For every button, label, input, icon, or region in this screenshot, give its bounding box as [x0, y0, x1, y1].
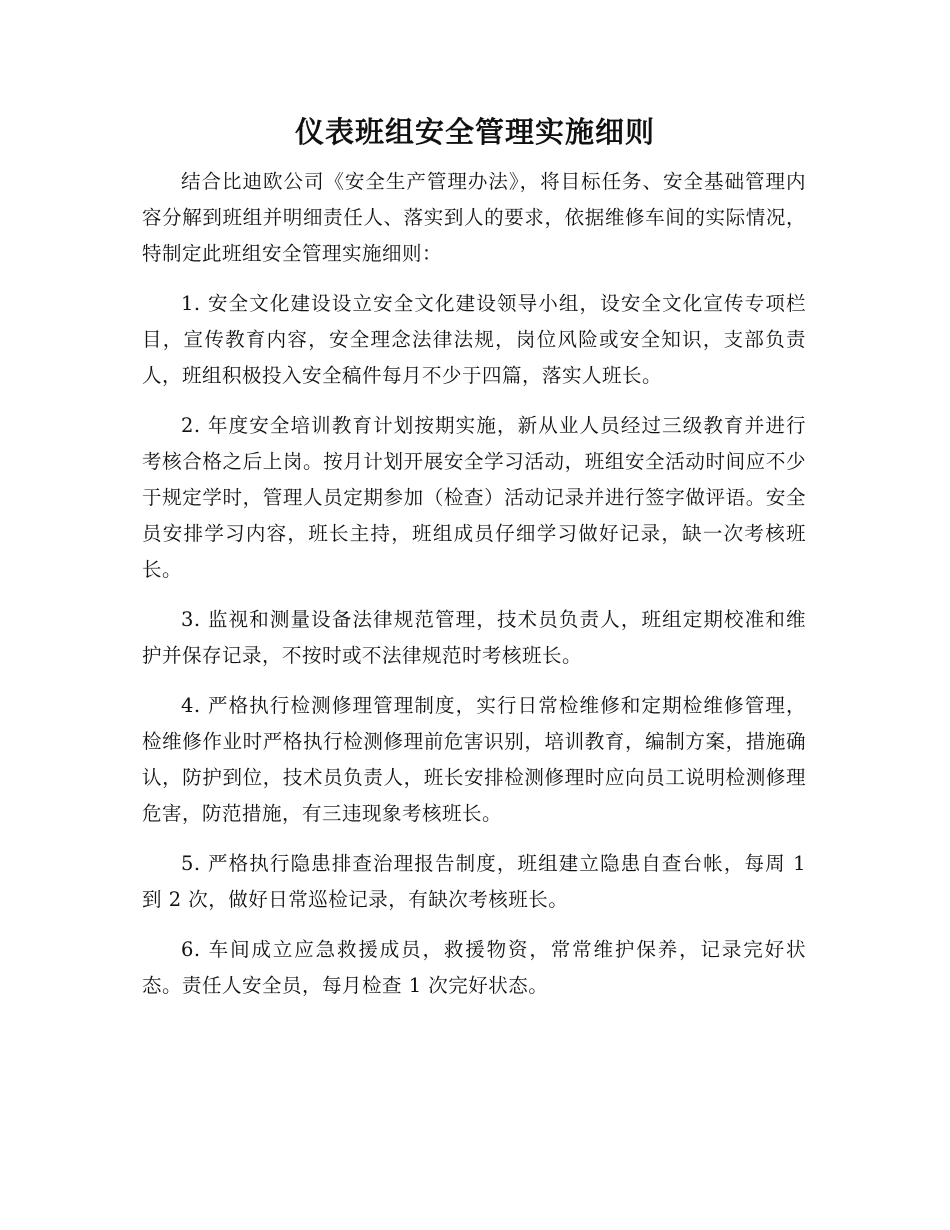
- document-body: [142, 164, 806, 1018]
- clause-5-paragraph: 5. 严格执行隐患排查治理报告制度，班组建立隐患自查台帐，每周 1 到 2 次，做好日常巡检记录，有缺次考核班长。: [142, 852, 806, 911]
- clause-4-paragraph: 4. 严格执行检测修理管理制度，实行日常检维修和定期检维修管理，检维修作业时严格执行检测修理前危害识别，培训教育，编制方案，措施确认，防护到位，技术员负责人，班长安排检测修理时应向员工说明检测修理危害，防范措施，有三违现象考核班长。: [142, 694, 806, 825]
- clause-6-paragraph: 6. 车间成立应急救援成员，救援物资，常常维护保养，记录完好状态。责任人安全员，每月检查 1 次完好状态。: [142, 938, 806, 997]
- clause-2-paragraph: 2. 年度安全培训教育计划按期实施，新从业人员经过三级教育并进行考核合格之后上岗。按月计划开展安全学习活动，班组安全活动时间应不少于规定学时，管理人员定期参加（检查）活动记录并进行签字做评语。安全员安排学习内容，班长主持，班组成员仔细学习做好记录，缺一次考核班长。: [142, 414, 806, 581]
- document-title: 仪表班组安全管理实施细则: [294, 115, 655, 149]
- clause-3-paragraph: 3. 监视和测量设备法律规范管理，技术员负责人，班组定期校准和维护并保存记录，不按时或不法律规范时考核班长。: [142, 608, 806, 667]
- clause-1-paragraph: 1. 安全文化建设设立安全文化建设领导小组，设安全文化宣传专项栏目，宣传教育内容，安全理念法律法规，岗位风险或安全知识，支部负责人，班组积极投入安全稿件每月不少于四篇，落实人班长。: [142, 292, 806, 387]
- intro-paragraph: 结合比迪欧公司《安全生产管理办法》，将目标任务、安全基础管理内容分解到班组并明细责任人、落实到人的要求，依据维修车间的实际情况，特制定此班组安全管理实施细则：: [142, 170, 806, 265]
